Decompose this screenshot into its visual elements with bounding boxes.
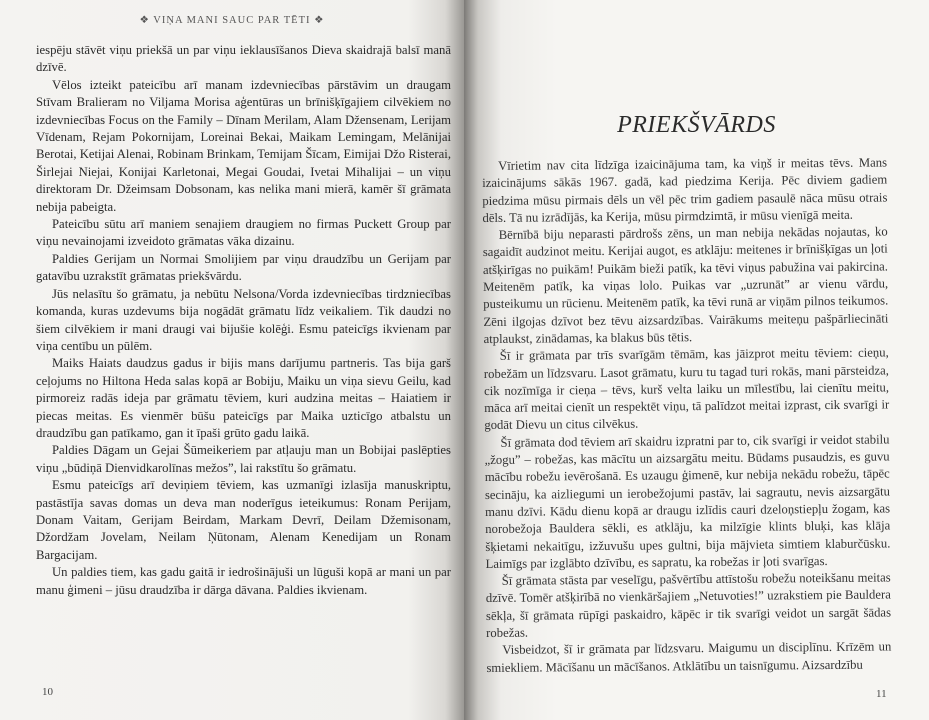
paragraph: Visbeidzot, šī ir grāmata par līdzsvaru. Maigumu un disciplīnu. Krīzēm un smiekliem. Mācīšanu un mācīšanos. Atklātību un taisnīgumu. Aizsardzību bbox=[486, 639, 892, 675]
paragraph: Maiks Haiats daudzus gadus ir bijis mans darījumu partneris. Tas bija garš ceļojums no Hiltona Heda salas kopā ar Bobiju, Maiku un viņa sievu Geilu, kad pirmoreiz radās ideja par grāmatu tēviem, kuri audzina meitas – Haiatiem ir piecas meitas. Es vienmēr būšu pateicīgs par Maika uzticīgo atbalstu un draudzību gan patīkamo, gan it īpaši grūto gadu laikā. bbox=[36, 356, 451, 440]
paragraph: Pateicību sūtu arī maniem senajiem draugiem no firmas Puckett Group par viņu nevainojami izveidoto grāmatas vāka dizainu. bbox=[36, 217, 451, 249]
left-text-column bbox=[36, 42, 451, 599]
paragraph: Vīrietim nav cita līdzīga izaicinājuma tam, ka viņš ir meitas tēvs. Mans izaicinājums sākās 1967. gadā, kad piedzima Kerija. Pēc diviem gadiem piedzima mūsu pirmais dēls un vēl pēc trim gadiem pasaulē nāca mūsu otrais dēls. Tā nu izrādījās, ka Kerija, mūsu pirmdzimtā, ir mūsu vienīgā meita. bbox=[482, 155, 888, 225]
left-page bbox=[0, 0, 464, 720]
running-header: ❖ VIŅA MANI SAUC PAR TĒTI ❖ bbox=[139, 15, 325, 26]
paragraph: Šī grāmata dod tēviem arī skaidru izpratni par to, cik svarīgi ir veidot stabilu „žogu” – robežas, kas mācītu un aizsargātu meitu. Būdams pusaudzis, es guvu mācību robežu ievērošanā. Es uzaugu ģimenē, kur nebija nekādu robežu, tāpēc secināju, ka aizliegumi un ierobežojumi pastāv, lai sagrautu, nevis aizsargātu manu dzīvi. Kādu dienu kopā ar draugu izlīdis cauri dzeloņstiepļu žogam, kas norobežoja Bauldera sēkli, es atklāju, ka milzīgie klints bluķi, kas klāja šķietami nekaitīgu, izžuvušu upes gultni, bija mājvieta simtiem klaburčūsku. Laimīgs par izglābto dzīvību, es sapratu, ka robežas ir ļoti svarīgas. bbox=[484, 432, 891, 571]
chapter-title: PRIEKŠVĀRDS bbox=[617, 112, 776, 138]
paragraph: Paldies Gerijam un Normai Smolijiem par viņu draudzību un Gerijam par gatavību uzrakstīt grāmatas priekšvārdu. bbox=[36, 251, 451, 284]
right-page bbox=[464, 0, 929, 720]
right-text-column bbox=[482, 154, 892, 676]
paragraph: Paldies Dāgam un Gejai Šūmeikeriem par atļauju man un Bobijai paslēpties viņu „būdiņā Dienvidkarolīnas mežos”, lai rakstītu šo grāmatu. bbox=[36, 443, 451, 475]
paragraph: Un paldies tiem, kas gadu gaitā ir iedrošinājuši un lūguši kopā ar mani un par manu ģimeni – jūsu draudzība ir dārga dāvana. Paldies ikvienam. bbox=[36, 565, 451, 597]
page-number: 10 bbox=[42, 686, 53, 698]
paragraph: Jūs nelasītu šo grāmatu, ja nebūtu Nelsona/Vorda izdevniecības tirdzniecības komanda, kuras uzdevums bija nogādāt grāmatu līdz veikaliem. Tik daudzi no šiem cilvēkiem ir mani draugi vai bijušie kolēģi. Esmu pateicīgs ikvienam par viņa centību un pūlēm. bbox=[36, 286, 451, 353]
paragraph: iespēju stāvēt viņu priekšā un par viņu ieklausīšanos Dieva skaidrajā balsī manā dzīvē. bbox=[36, 43, 451, 75]
page-number: 11 bbox=[876, 688, 887, 700]
paragraph: Šī grāmata stāsta par veselīgu, pašvērtību attīstošu robežu noteikšanu meitas dzīvē. Tomēr atšķirībā no vienkāršajiem „Netuvoties!” uzrakstiem pie Bauldera sēkļa, šī grāmata rūpīgi paskaidro, kāpēc ir tik svarīgi veidot un sargāt šādas robežas. bbox=[485, 570, 892, 640]
paragraph: Esmu pateicīgs arī deviņiem tēviem, kas uzmanīgi izlasīja manuskriptu, pastāstīja savas domas un deva man noderīgus ieteikumus: Ronam Perijam, Donam Vaitam, Gerijam Beirdam, Markam Devrī, Deilam Džemisonam, Džordžam Jovelam, Neilam Ņūtonam, Alenam Kenedijam un Ronam Bargacijam. bbox=[36, 478, 451, 562]
paragraph: Šī ir grāmata par trīs svarīgām tēmām, kas jāizprot meitu tēviem: cieņu, robežām un līdzsvaru. Lasot grāmatu, kuru tu tagad turi rokās, mani pārsteidza, cik nozīmīga ir cieņa – tēvs, kurš velta laiku un mīlestību, lai cienītu meitu, māca arī meitai cienīt un respektēt viņu, tā palīdzot meitai izprast, cik svarīgi ir godāt Dievu un citus cilvēkus. bbox=[483, 345, 890, 433]
paragraph: Bērnībā biju neparasti pārdrošs zēns, un man nebija nekādas nojautas, ko sagaidīt audzinot meitu. Kerijai augot, es atklāju: meitenes ir brīnišķīgas un ļoti atšķirīgas no puikām! Puikām bieži patīk, ka tēvi viņus pabužina vai pakircina. Meitenēm patīk, ka viņas lolo. Puikas var „uzrunāt” ar vienu vārdu, pusteikumu un rūcienu. Meitenēm patīk, ka tēvi runā ar viņām pilnos teikumos. Zēni ilgojas dzīvot bez tēvu aizsardzības. Vairākums meiteņu pašpārliecināti atplaukst, zinādamas, ka blakus būs tētis. bbox=[482, 224, 889, 346]
paragraph: Vēlos izteikt pateicību arī manam izdevniecības pārstāvim un draugam Stīvam Bralieram no Viljama Morisa aģentūras un brīnišķīgajiem cilvēkiem no izdevniecības Focus on the Family – Dīnam Merilam, Alam Džensenam, Lerijam Vīdenam, Rejam Pokornijam, Loreinai Bekai, Maikam Lemingam, Melānijai Berotai, Ketijai Alenai, Robinam Brinkam, Temijam Šīcam, Eimijai Džo Risterai, Širlejai Niejai, Konijai Karletonai, Megai Goudai, Ivetai Mihalijai – un viņu direktoram Dr. Džeimsam Dobsonam, kas nelika mani mierā, kamēr šī grāmata nebija pabeigta. bbox=[36, 77, 451, 214]
